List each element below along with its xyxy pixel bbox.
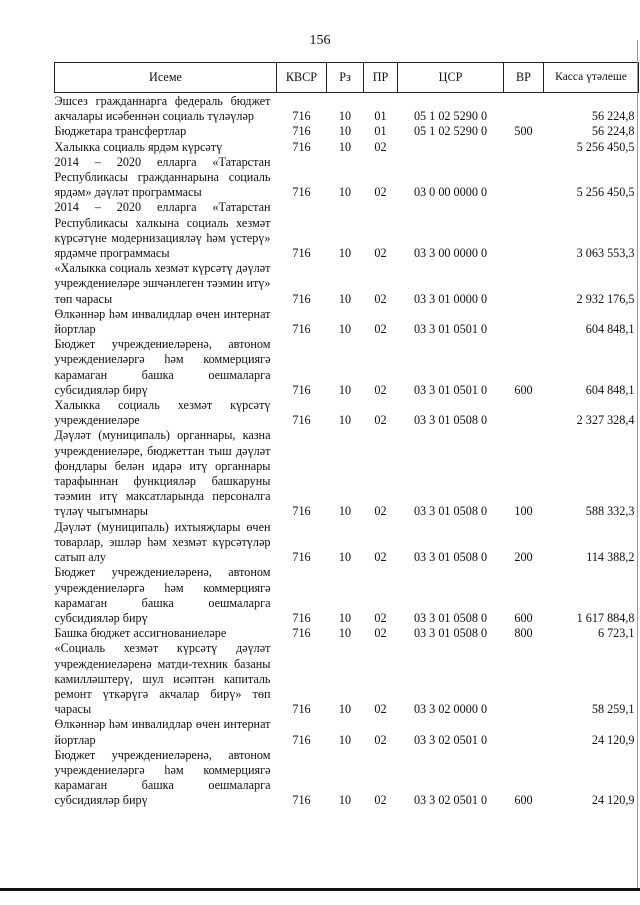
row-csr: 05 1 02 5290 0: [413, 109, 488, 124]
row-pr: 02: [374, 246, 387, 261]
row-csr: 03 3 00 0000 0: [413, 246, 488, 261]
table-row: [55, 261, 639, 307]
row-amount: 604 848,1: [585, 322, 635, 337]
row-name: Бюджетара трансфертлар: [54, 124, 187, 139]
row-pr: 02: [374, 793, 387, 808]
row-csr: 05 1 02 5290 0: [413, 124, 488, 139]
row-amount: 114 388,2: [586, 550, 635, 565]
table-row: [55, 641, 639, 717]
row-rz: 10: [338, 109, 352, 124]
row-pr: 02: [374, 550, 387, 565]
row-kvsr: 716: [292, 732, 311, 747]
row-amount: 58 259,1: [591, 702, 635, 717]
row-vr: 600: [514, 382, 533, 397]
row-vr: 600: [514, 793, 533, 808]
table-row: [55, 124, 639, 139]
row-name: Бюджет учреждениеләренә, автоном учреждениеләргә һәм коммерциягә карамаган башка оешмаларга субсидияләр бирү: [54, 337, 271, 397]
row-csr: 03 3 02 0501 0: [413, 732, 488, 747]
row-pr: 02: [374, 732, 387, 747]
row-pr: 02: [374, 504, 387, 519]
row-csr: 03 3 01 0508 0: [413, 504, 488, 519]
header-rz: Рз: [327, 63, 364, 93]
row-csr: [398, 140, 504, 155]
row-pr: 01: [374, 109, 387, 124]
row-rz: 10: [338, 626, 352, 641]
row-rz: 10: [338, 382, 352, 397]
row-kvsr: 716: [292, 246, 311, 261]
row-csr: 03 3 01 0508 0: [413, 626, 488, 641]
row-pr: 02: [374, 322, 387, 337]
table-row: [55, 565, 639, 626]
row-pr: 02: [374, 291, 387, 306]
table-row: [55, 200, 639, 261]
row-rz: 10: [338, 702, 352, 717]
row-rz: 10: [338, 291, 352, 306]
row-amount: 588 332,3: [585, 504, 635, 519]
row-kvsr: 716: [292, 550, 311, 565]
table-row: [55, 307, 639, 337]
table-header-row: [55, 63, 639, 93]
row-csr: 03 3 01 0508 0: [413, 550, 488, 565]
row-vr: [504, 93, 544, 125]
row-name: Халыкка социаль хезмәт күрсәтү учреждениеләре: [54, 398, 271, 428]
header-kassa: Касса үтәлеше: [544, 63, 639, 93]
row-pr: 02: [374, 702, 387, 717]
row-csr: 03 0 00 0000 0: [413, 185, 488, 200]
row-name: Башка бюджет ассигнованиеләре: [54, 626, 227, 641]
row-amount: 56 224,8: [591, 124, 635, 139]
row-kvsr: 716: [292, 610, 311, 625]
row-amount: 604 848,1: [585, 382, 635, 397]
table-row: [55, 337, 639, 398]
row-pr: 02: [374, 185, 387, 200]
row-amount: 24 120,9: [591, 732, 635, 747]
row-vr: 100: [514, 504, 533, 519]
row-csr: 03 3 01 0000 0: [413, 291, 488, 306]
row-rz: 10: [338, 124, 352, 139]
row-kvsr: 716: [292, 626, 311, 641]
row-pr: 02: [374, 413, 387, 428]
table-row: [55, 717, 639, 747]
header-kvsr: КВСР: [277, 63, 327, 93]
row-vr: 500: [514, 124, 533, 139]
row-kvsr: 716: [292, 382, 311, 397]
header-name: Исеме: [55, 63, 277, 93]
row-pr: 02: [374, 610, 387, 625]
row-vr: 800: [514, 626, 533, 641]
row-name: Халыкка социаль ярдәм күрсәтү: [54, 139, 223, 154]
row-vr: 200: [514, 550, 533, 565]
row-kvsr: 716: [292, 793, 311, 808]
row-vr: 600: [514, 610, 533, 625]
row-name: «Халыкка социаль хезмәт күрсәтү дәүләт учреждениеләре эшчәнлеген тәэмин итү» төп чарасы: [54, 261, 271, 306]
row-kvsr: 716: [292, 504, 311, 519]
row-name: Өлкәннәр һәм инвалидлар өчен интернат йортлар: [54, 717, 271, 747]
row-kvsr: 716: [292, 322, 311, 337]
row-vr: [504, 717, 544, 747]
row-rz: 10: [338, 322, 352, 337]
row-kvsr: 716: [292, 413, 311, 428]
row-rz: 10: [338, 246, 352, 261]
row-amount: 5 256 450,5: [576, 139, 635, 154]
table-row: [55, 155, 639, 201]
row-amount: 2 327 328,4: [576, 413, 635, 428]
row-rz: 10: [338, 793, 352, 808]
row-kvsr: 716: [292, 185, 311, 200]
row-vr: [504, 140, 544, 155]
row-name: 2014 – 2020 елларга «Татарстан Республикасы гражданнарына социаль ярдәм» дәүләт программасы: [54, 154, 271, 200]
row-vr: [504, 200, 544, 261]
page-edge-line: [637, 40, 638, 888]
header-vr: ВР: [504, 63, 544, 93]
row-amount: 6 723,1: [597, 626, 635, 641]
row-name: Дәүләт (муниципаль) ихтыяҗлары өчен товарлар, эшләр һәм хезмәт күрсәтүләр сатып алу: [54, 519, 271, 565]
row-name: Бюджет учреждениеләренә, автоном учреждениеләргә һәм коммерциягә карамаган башка оешмаларга субсидияләр бирү: [54, 565, 271, 625]
table-row: [55, 626, 639, 641]
row-amount: 5 256 450,5: [576, 185, 635, 200]
row-name: 2014 – 2020 елларга «Татарстан Республикасы халкына социаль хезмәт күрсәтүне модернизацияләү һәм үстерү» ярдәмче программасы: [54, 200, 271, 261]
row-amount: 24 120,9: [591, 793, 635, 808]
row-name: «Социаль хезмәт күрсәтү дәүләт учреждениеләренә матди-техник базаны камилләштерү, шул исәптән капиталь ремонт үткәрүгә акчалар бирү» төп чарасы: [54, 641, 271, 717]
table-row: [55, 748, 639, 809]
row-name: Дәүләт (муниципаль) органнары, казна учреждениеләре, бюджеттан тыш дәүләт фондлары белән идарә итү органнары тарафыннан функцияләр башкаруны тәэмин итү максатларында персоналга түләү чыгымнары: [54, 428, 271, 519]
table-row: [55, 93, 639, 125]
row-amount: 1 617 884,8: [576, 610, 635, 625]
row-vr: [504, 261, 544, 307]
row-csr: 03 3 01 0501 0: [413, 322, 488, 337]
page-number: 156: [309, 33, 331, 48]
row-rz: 10: [338, 504, 352, 519]
header-pr: ПР: [364, 63, 398, 93]
table-row: [55, 140, 639, 155]
row-csr: 03 3 01 0508 0: [413, 610, 488, 625]
row-vr: [504, 641, 544, 717]
row-kvsr: 716: [292, 291, 311, 306]
row-amount: 3 063 553,3: [576, 246, 635, 261]
scan-bottom-border: [0, 888, 640, 891]
row-csr: 03 3 02 0000 0: [413, 702, 488, 717]
row-kvsr: 716: [292, 109, 311, 124]
row-pr: 02: [374, 382, 387, 397]
header-csr: ЦСР: [398, 63, 504, 93]
row-kvsr: 716: [292, 139, 311, 154]
row-pr: 02: [374, 139, 387, 154]
row-rz: 10: [338, 732, 352, 747]
row-amount: 2 932 176,5: [576, 291, 635, 306]
table-body: [55, 93, 639, 809]
table-row: [55, 428, 639, 519]
table-row: [55, 520, 639, 566]
row-vr: [504, 398, 544, 428]
row-kvsr: 716: [292, 124, 311, 139]
row-csr: 03 3 01 0501 0: [413, 382, 488, 397]
row-rz: 10: [338, 139, 352, 154]
row-rz: 10: [338, 550, 352, 565]
row-csr: 03 3 01 0508 0: [413, 413, 488, 428]
row-vr: [504, 307, 544, 337]
row-pr: 01: [374, 124, 387, 139]
row-csr: 03 3 02 0501 0: [413, 793, 488, 808]
row-name: Эшсез гражданнарга федераль бюджет акчалары исәбеннән социаль түләүләр: [54, 94, 271, 124]
row-amount: 56 224,8: [591, 109, 635, 124]
row-rz: 10: [338, 413, 352, 428]
row-name: Бюджет учреждениеләренә, автоном учреждениеләргә һәм коммерциягә карамаган башка оешмаларга субсидияләр бирү: [54, 747, 271, 808]
row-pr: 02: [374, 626, 387, 641]
row-name: Өлкәннәр һәм инвалидлар өчен интернат йортлар: [54, 306, 271, 337]
table-row: [55, 398, 639, 428]
row-vr: [504, 155, 544, 201]
row-rz: 10: [338, 610, 352, 625]
row-rz: 10: [338, 185, 352, 200]
row-kvsr: 716: [292, 702, 311, 717]
budget-table: [54, 62, 639, 809]
